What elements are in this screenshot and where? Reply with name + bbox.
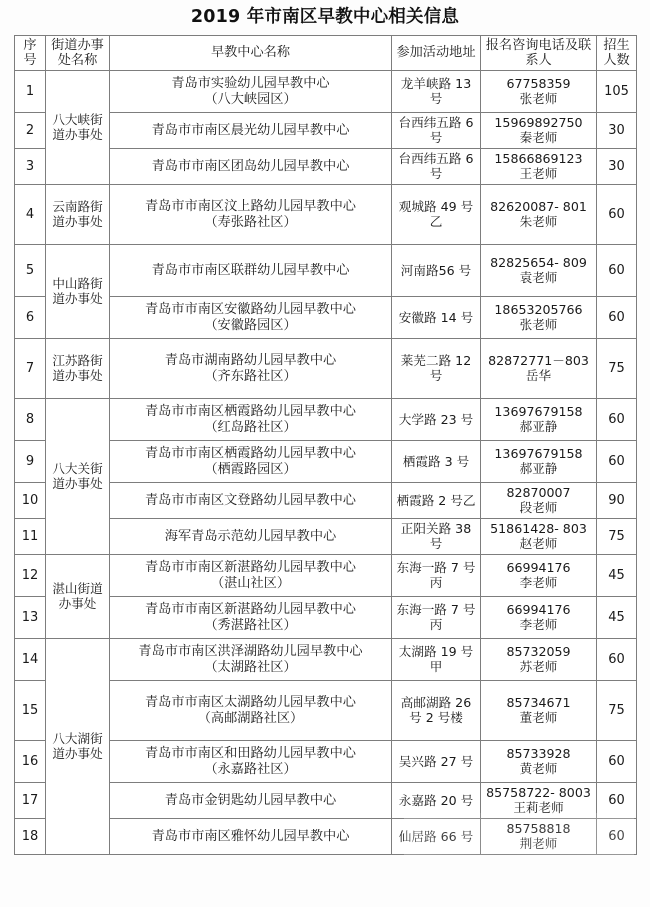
center-name-main: 青岛市市南区安徽路幼儿园早教中心 — [145, 302, 356, 318]
cell-center-name — [110, 597, 392, 639]
cell-index: 1 — [15, 71, 46, 113]
contact-phone: 85758722- 8003 — [486, 785, 591, 801]
cell-center-name — [110, 245, 392, 297]
cell-center-name — [110, 555, 392, 597]
center-name-main: 青岛市市南区联群幼儿园早教中心 — [151, 263, 350, 279]
contact-person: 郝亚静 — [519, 418, 558, 434]
cell-index: 3 — [15, 149, 46, 185]
center-name-main: 青岛市市南区新湛路幼儿园早教中心 — [145, 602, 356, 618]
cell-center-name — [110, 681, 392, 741]
cell-center-name — [110, 741, 392, 783]
center-name-main: 青岛市市南区洪泽湖路幼儿园早教中心 — [138, 644, 363, 660]
column-header-address: 参加活动地址 — [392, 35, 481, 71]
contact-phone: 66994176 — [506, 602, 571, 618]
cell-phone-contact — [481, 149, 597, 185]
cell-index: 15 — [15, 681, 46, 741]
contact-phone: 15866869123 — [494, 151, 583, 167]
center-name-sub: （栖霞路园区） — [204, 461, 297, 477]
cell-address: 台西纬五路 6 号 — [392, 113, 481, 149]
cell-center-name — [110, 297, 392, 339]
cell-phone-contact — [481, 441, 597, 483]
cell-address: 吴兴路 27 号 — [392, 741, 481, 783]
cell-phone-contact — [481, 71, 597, 113]
cell-address: 安徽路 14 号 — [392, 297, 481, 339]
cell-index: 17 — [15, 783, 46, 819]
contact-phone: 85733928 — [506, 746, 571, 762]
cell-phone-contact — [481, 297, 597, 339]
contact-phone: 15969892750 — [494, 115, 583, 131]
center-name-main: 青岛市市南区汶上路幼儿园早教中心 — [145, 199, 356, 215]
column-header-quota: 招生人数 — [597, 35, 637, 71]
cell-enrollment-quota: 30 — [597, 113, 637, 149]
cell-street-office: 湛山街道办事处 — [46, 555, 110, 639]
early-education-centers-table — [14, 35, 637, 856]
cell-phone-contact — [481, 639, 597, 681]
cell-phone-contact — [481, 681, 597, 741]
table-header-row — [15, 35, 637, 71]
cell-enrollment-quota: 60 — [597, 741, 637, 783]
table-row — [15, 339, 637, 399]
cell-address: 仙居路 66 号 — [392, 819, 481, 855]
cell-enrollment-quota: 60 — [597, 245, 637, 297]
contact-person: 张老师 — [519, 316, 558, 332]
cell-street-office: 云南路街道办事处 — [46, 185, 110, 245]
contact-person: 李老师 — [519, 616, 558, 632]
cell-index: 13 — [15, 597, 46, 639]
contact-person: 董老师 — [519, 709, 558, 725]
cell-enrollment-quota: 45 — [597, 597, 637, 639]
cell-center-name — [110, 639, 392, 681]
table-row — [15, 245, 637, 297]
cell-address: 龙羊峡路 13 号 — [392, 71, 481, 113]
contact-person: 段老师 — [519, 499, 558, 515]
table-row — [15, 71, 637, 113]
center-name-sub: （湛山社区） — [210, 575, 291, 591]
contact-phone: 13697679158 — [494, 404, 583, 420]
center-name-sub: （高邮湖路社区） — [197, 710, 304, 726]
cell-street-office: 八大峡街道办事处 — [46, 71, 110, 185]
center-name-main: 青岛市实验幼儿园早教中心 — [171, 76, 330, 92]
cell-index: 4 — [15, 185, 46, 245]
contact-person: 李老师 — [519, 574, 558, 590]
cell-street-office: 八大关街道办事处 — [46, 399, 110, 555]
contact-phone: 67758359 — [506, 76, 571, 92]
contact-phone: 82870007 — [506, 485, 571, 501]
cell-street-office: 江苏路街道办事处 — [46, 339, 110, 399]
contact-person: 张老师 — [519, 90, 558, 106]
cell-index: 6 — [15, 297, 46, 339]
center-name-main: 青岛市湖南路幼儿园早教中心 — [164, 353, 337, 369]
cell-phone-contact — [481, 555, 597, 597]
cell-enrollment-quota: 75 — [597, 519, 637, 555]
contact-phone: 18653205766 — [494, 302, 583, 318]
cell-address: 东海一路 7 号丙 — [392, 555, 481, 597]
contact-phone: 85732059 — [506, 644, 571, 660]
column-header-office: 街道办事处名称 — [46, 35, 110, 71]
cell-enrollment-quota: 75 — [597, 339, 637, 399]
center-name-main: 青岛市市南区和田路幼儿园早教中心 — [145, 746, 356, 762]
column-header-phone: 报名咨询电话及联系人 — [481, 35, 597, 71]
column-header-center: 早教中心名称 — [110, 35, 392, 71]
center-name-sub: （太湖路社区） — [204, 659, 297, 675]
contact-phone: 85734671 — [506, 695, 571, 711]
contact-phone: 13697679158 — [494, 446, 583, 462]
cell-phone-contact — [481, 399, 597, 441]
cell-enrollment-quota: 60 — [597, 783, 637, 819]
cell-phone-contact — [481, 597, 597, 639]
center-name-sub: （八大峡园区） — [204, 91, 297, 107]
center-name-main: 青岛市市南区文登路幼儿园早教中心 — [145, 493, 356, 509]
cell-address: 永嘉路 20 号 — [392, 783, 481, 819]
table-body — [15, 71, 637, 855]
contact-phone: 66994176 — [506, 560, 571, 576]
center-name-sub: （寿张路社区） — [204, 214, 297, 230]
cell-phone-contact — [481, 245, 597, 297]
contact-phone: 82620087- 801 — [490, 199, 587, 215]
cell-address: 栖霞路 2 号乙 — [392, 483, 481, 519]
contact-phone: 51861428- 803 — [490, 521, 587, 537]
contact-phone: 82825654- 809 — [490, 255, 587, 271]
contact-phone: 85758818 — [506, 821, 571, 837]
page-title: 2019 年市南区早教中心相关信息 — [190, 7, 460, 27]
cell-center-name — [110, 399, 392, 441]
cell-index: 12 — [15, 555, 46, 597]
center-name-main: 青岛市市南区新湛路幼儿园早教中心 — [145, 560, 356, 576]
cell-phone-contact — [481, 339, 597, 399]
contact-person: 赵老师 — [519, 535, 558, 551]
table-header — [15, 35, 637, 71]
cell-enrollment-quota: 90 — [597, 483, 637, 519]
center-name-sub: （红岛路社区） — [204, 419, 297, 435]
cell-center-name — [110, 113, 392, 149]
contact-person: 王老师 — [519, 165, 558, 181]
contact-person: 黄老师 — [519, 760, 558, 776]
cell-center-name — [110, 519, 392, 555]
contact-person: 苏老师 — [519, 658, 558, 674]
cell-phone-contact — [481, 483, 597, 519]
cell-address: 栖霞路 3 号 — [392, 441, 481, 483]
cell-index: 5 — [15, 245, 46, 297]
center-name-sub: （安徽路园区） — [204, 317, 297, 333]
cell-enrollment-quota: 105 — [597, 71, 637, 113]
cell-index: 7 — [15, 339, 46, 399]
contact-person: 秦老师 — [519, 129, 558, 145]
center-name-main: 青岛市市南区太湖路幼儿园早教中心 — [145, 695, 356, 711]
cell-center-name — [110, 339, 392, 399]
center-name-main: 青岛市市南区团岛幼儿园早教中心 — [151, 159, 350, 175]
center-name-main: 海军青岛示范幼儿园早教中心 — [164, 529, 337, 545]
table-row — [15, 185, 637, 245]
cell-phone-contact — [481, 185, 597, 245]
table-row — [15, 555, 637, 597]
cell-index: 16 — [15, 741, 46, 783]
cell-enrollment-quota: 45 — [597, 555, 637, 597]
cell-enrollment-quota: 60 — [597, 297, 637, 339]
table-row — [15, 639, 637, 681]
center-name-sub: （齐东路社区） — [204, 368, 297, 384]
contact-person: 荆老师 — [519, 835, 558, 851]
cell-center-name — [110, 783, 392, 819]
cell-address: 东海一路 7 号丙 — [392, 597, 481, 639]
cell-center-name — [110, 441, 392, 483]
cell-address: 莱芜二路 12 号 — [392, 339, 481, 399]
contact-person: 朱老师 — [519, 213, 558, 229]
cell-center-name — [110, 71, 392, 113]
cell-address: 大学路 23 号 — [392, 399, 481, 441]
cell-address: 台西纬五路 6 号 — [392, 149, 481, 185]
cell-enrollment-quota: 60 — [597, 639, 637, 681]
cell-center-name — [110, 819, 392, 855]
cell-phone-contact — [481, 741, 597, 783]
center-name-sub: （秀湛路社区） — [204, 617, 297, 633]
contact-person: 岳华 — [525, 367, 552, 383]
cell-enrollment-quota: 60 — [597, 441, 637, 483]
cell-street-office: 中山路街道办事处 — [46, 245, 110, 339]
cell-center-name — [110, 185, 392, 245]
cell-center-name — [110, 483, 392, 519]
cell-address: 高邮湖路 26 号 2 号楼 — [392, 681, 481, 741]
cell-index: 14 — [15, 639, 46, 681]
table-row — [15, 399, 637, 441]
contact-person: 郝亚静 — [519, 460, 558, 476]
cell-address: 正阳关路 38 号 — [392, 519, 481, 555]
cell-enrollment-quota: 30 — [597, 149, 637, 185]
cell-index: 2 — [15, 113, 46, 149]
center-name-main: 青岛市市南区栖霞路幼儿园早教中心 — [145, 446, 356, 462]
cell-phone-contact — [481, 783, 597, 819]
cell-index: 18 — [15, 819, 46, 855]
center-name-sub: （永嘉路社区） — [204, 761, 297, 777]
cell-index: 9 — [15, 441, 46, 483]
cell-address: 观城路 49 号乙 — [392, 185, 481, 245]
column-header-index: 序号 — [15, 35, 46, 71]
cell-center-name — [110, 149, 392, 185]
cell-address: 河南路56 号 — [392, 245, 481, 297]
center-name-main: 青岛市市南区栖霞路幼儿园早教中心 — [145, 404, 356, 420]
cell-index: 8 — [15, 399, 46, 441]
center-name-main: 青岛市金钥匙幼儿园早教中心 — [164, 793, 337, 809]
cell-address: 太湖路 19 号甲 — [392, 639, 481, 681]
contact-person: 袁老师 — [519, 269, 558, 285]
cell-street-office: 八大湖街道办事处 — [46, 639, 110, 855]
cell-enrollment-quota: 60 — [597, 185, 637, 245]
cell-phone-contact — [481, 113, 597, 149]
center-name-main: 青岛市市南区雅怀幼儿园早教中心 — [151, 829, 350, 845]
center-name-main: 青岛市市南区晨光幼儿园早教中心 — [151, 123, 350, 139]
contact-person: 王莉老师 — [513, 799, 564, 815]
cell-index: 10 — [15, 483, 46, 519]
cell-index: 11 — [15, 519, 46, 555]
cell-enrollment-quota: 75 — [597, 681, 637, 741]
cell-enrollment-quota: 60 — [597, 399, 637, 441]
cell-enrollment-quota: 60 — [597, 819, 637, 855]
contact-phone: 82872771－803 — [488, 353, 589, 369]
cell-phone-contact — [481, 819, 597, 855]
cell-phone-contact — [481, 519, 597, 555]
